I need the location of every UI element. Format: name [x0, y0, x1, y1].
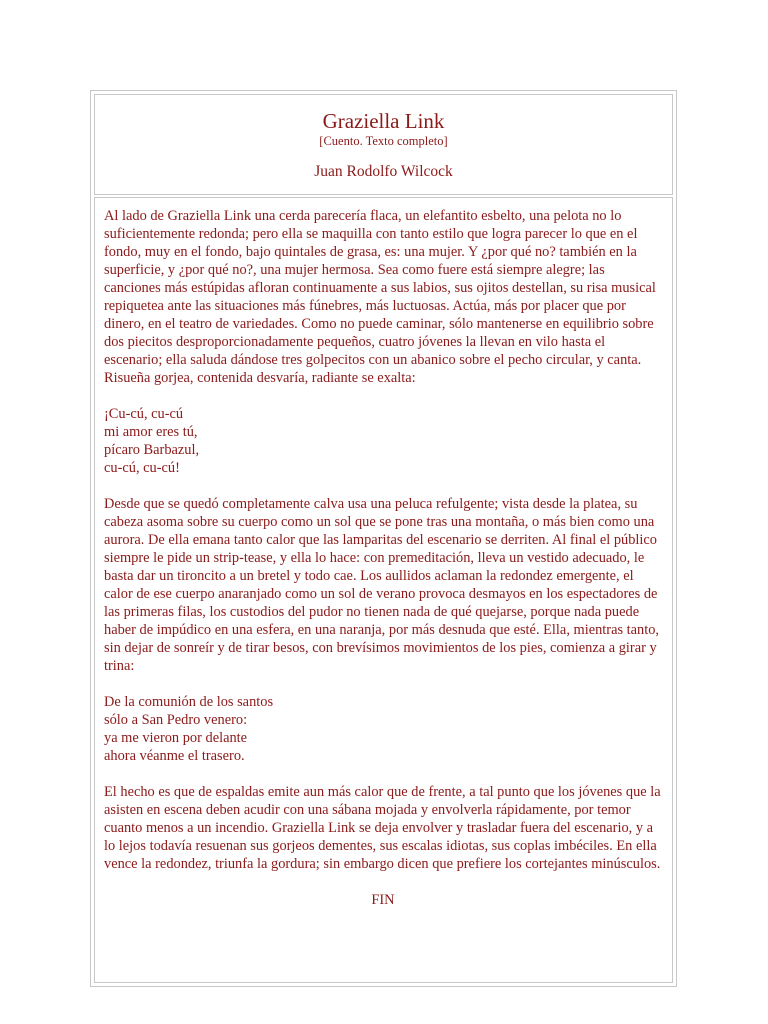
paragraph: El hecho es que de espaldas emite aun más calor que de frente, a tal punto que los jóvenes que la asisten en escena deben acudir con una sábana mojada y envolverla rápidamente, por temor cuanto menos a un incendio. Graziella Link se deja envolver y trasladar fuera del escenario, y a lo lejos todavía resuenan sus gorjeos dementes, sus escalas idiotas, sus coplas imbéciles. En ella vence la redondez, triunfa la gordura; sin embargo dicen que prefiere los cortejantes minúsculos. [104, 784, 661, 872]
verse-line: pícaro Barbazul, [104, 442, 200, 458]
verse-line: ya me vieron por delante [104, 730, 248, 746]
verse-line: sólo a San Pedro venero: [104, 712, 248, 728]
story-body [94, 197, 673, 983]
title-block [94, 94, 673, 195]
paragraph: Al lado de Graziella Link una cerda parecería flaca, un elefantito esbelto, una pelota no lo suficientemente redonda; pero ella se maquilla con tanto estilo que logra parecer lo que en el fondo, muy en el fondo, bajo quintales de grasa, es: una mujer. Y ¿por qué no? también en la superficie, y ¿por qué no?, una mujer hermosa. Sea como fuere está siempre alegre; las canciones más estúpidas afloran continuamente a sus labios, sus ojitos destellan, su risa musical repiquetea ante las situaciones más fúnebres, más luctuosas. Actúa, más por placer que por dinero, en el teatro de variedades. Como no puede caminar, sólo mantenerse en equilibrio sobre dos piecitos desproporcionadamente pequeños, cuatro jóvenes la llevan en vilo hasta el escenario; ella saluda dándose tres golpecitos con un abanico sobre el pecho circular, y canta. Risueña gorjea, contenida desvaría, radiante se exalta: [104, 208, 656, 386]
verse-block [104, 405, 662, 477]
verse-line: cu-cú, cu-cú! [104, 460, 180, 476]
paragraph: Desde que se quedó completamente calva usa una peluca refulgente; vista desde la platea, su cabeza asoma sobre su cuerpo como un sol que se pone tras una montaña, o más bien como una aurora. De ella emana tanto calor que las lamparitas del escenario se derriten. Al final el público siempre le pide un strip-tease, y ella lo hace: con premeditación, lleva un vestido adecuado, le basta dar un tironcito a un bretel y todo cae. Los aullidos aclaman la redondez emergente, el calor de ese cuerpo anaranjado como un sol de verano provoca desmayos en los espectadores de las primeras filas, los custodios del pudor no tienen nada de qué quejarse, porque nada puede haber de impúdico en una esfera, en una naranja, por más desnuda que esté. Ella, mientras tanto, sin dejar de sonreír y de tirar besos, con brevísimos movimientos de los pies, comienza a girar y trina: [104, 496, 660, 674]
document-frame [90, 90, 677, 987]
end-marker: FIN [371, 892, 395, 908]
verse-line: De la comunión de los santos [104, 694, 274, 710]
story-title: Graziella Link [322, 109, 445, 133]
author-name: Juan Rodolfo Wilcock [314, 163, 453, 180]
verse-line: ¡Cu-cú, cu-cú [104, 406, 184, 422]
verse-block [104, 693, 662, 765]
verse-line: mi amor eres tú, [104, 424, 198, 440]
story-subtitle: [Cuento. Texto completo] [319, 134, 448, 148]
verse-line: ahora véanme el trasero. [104, 748, 245, 764]
